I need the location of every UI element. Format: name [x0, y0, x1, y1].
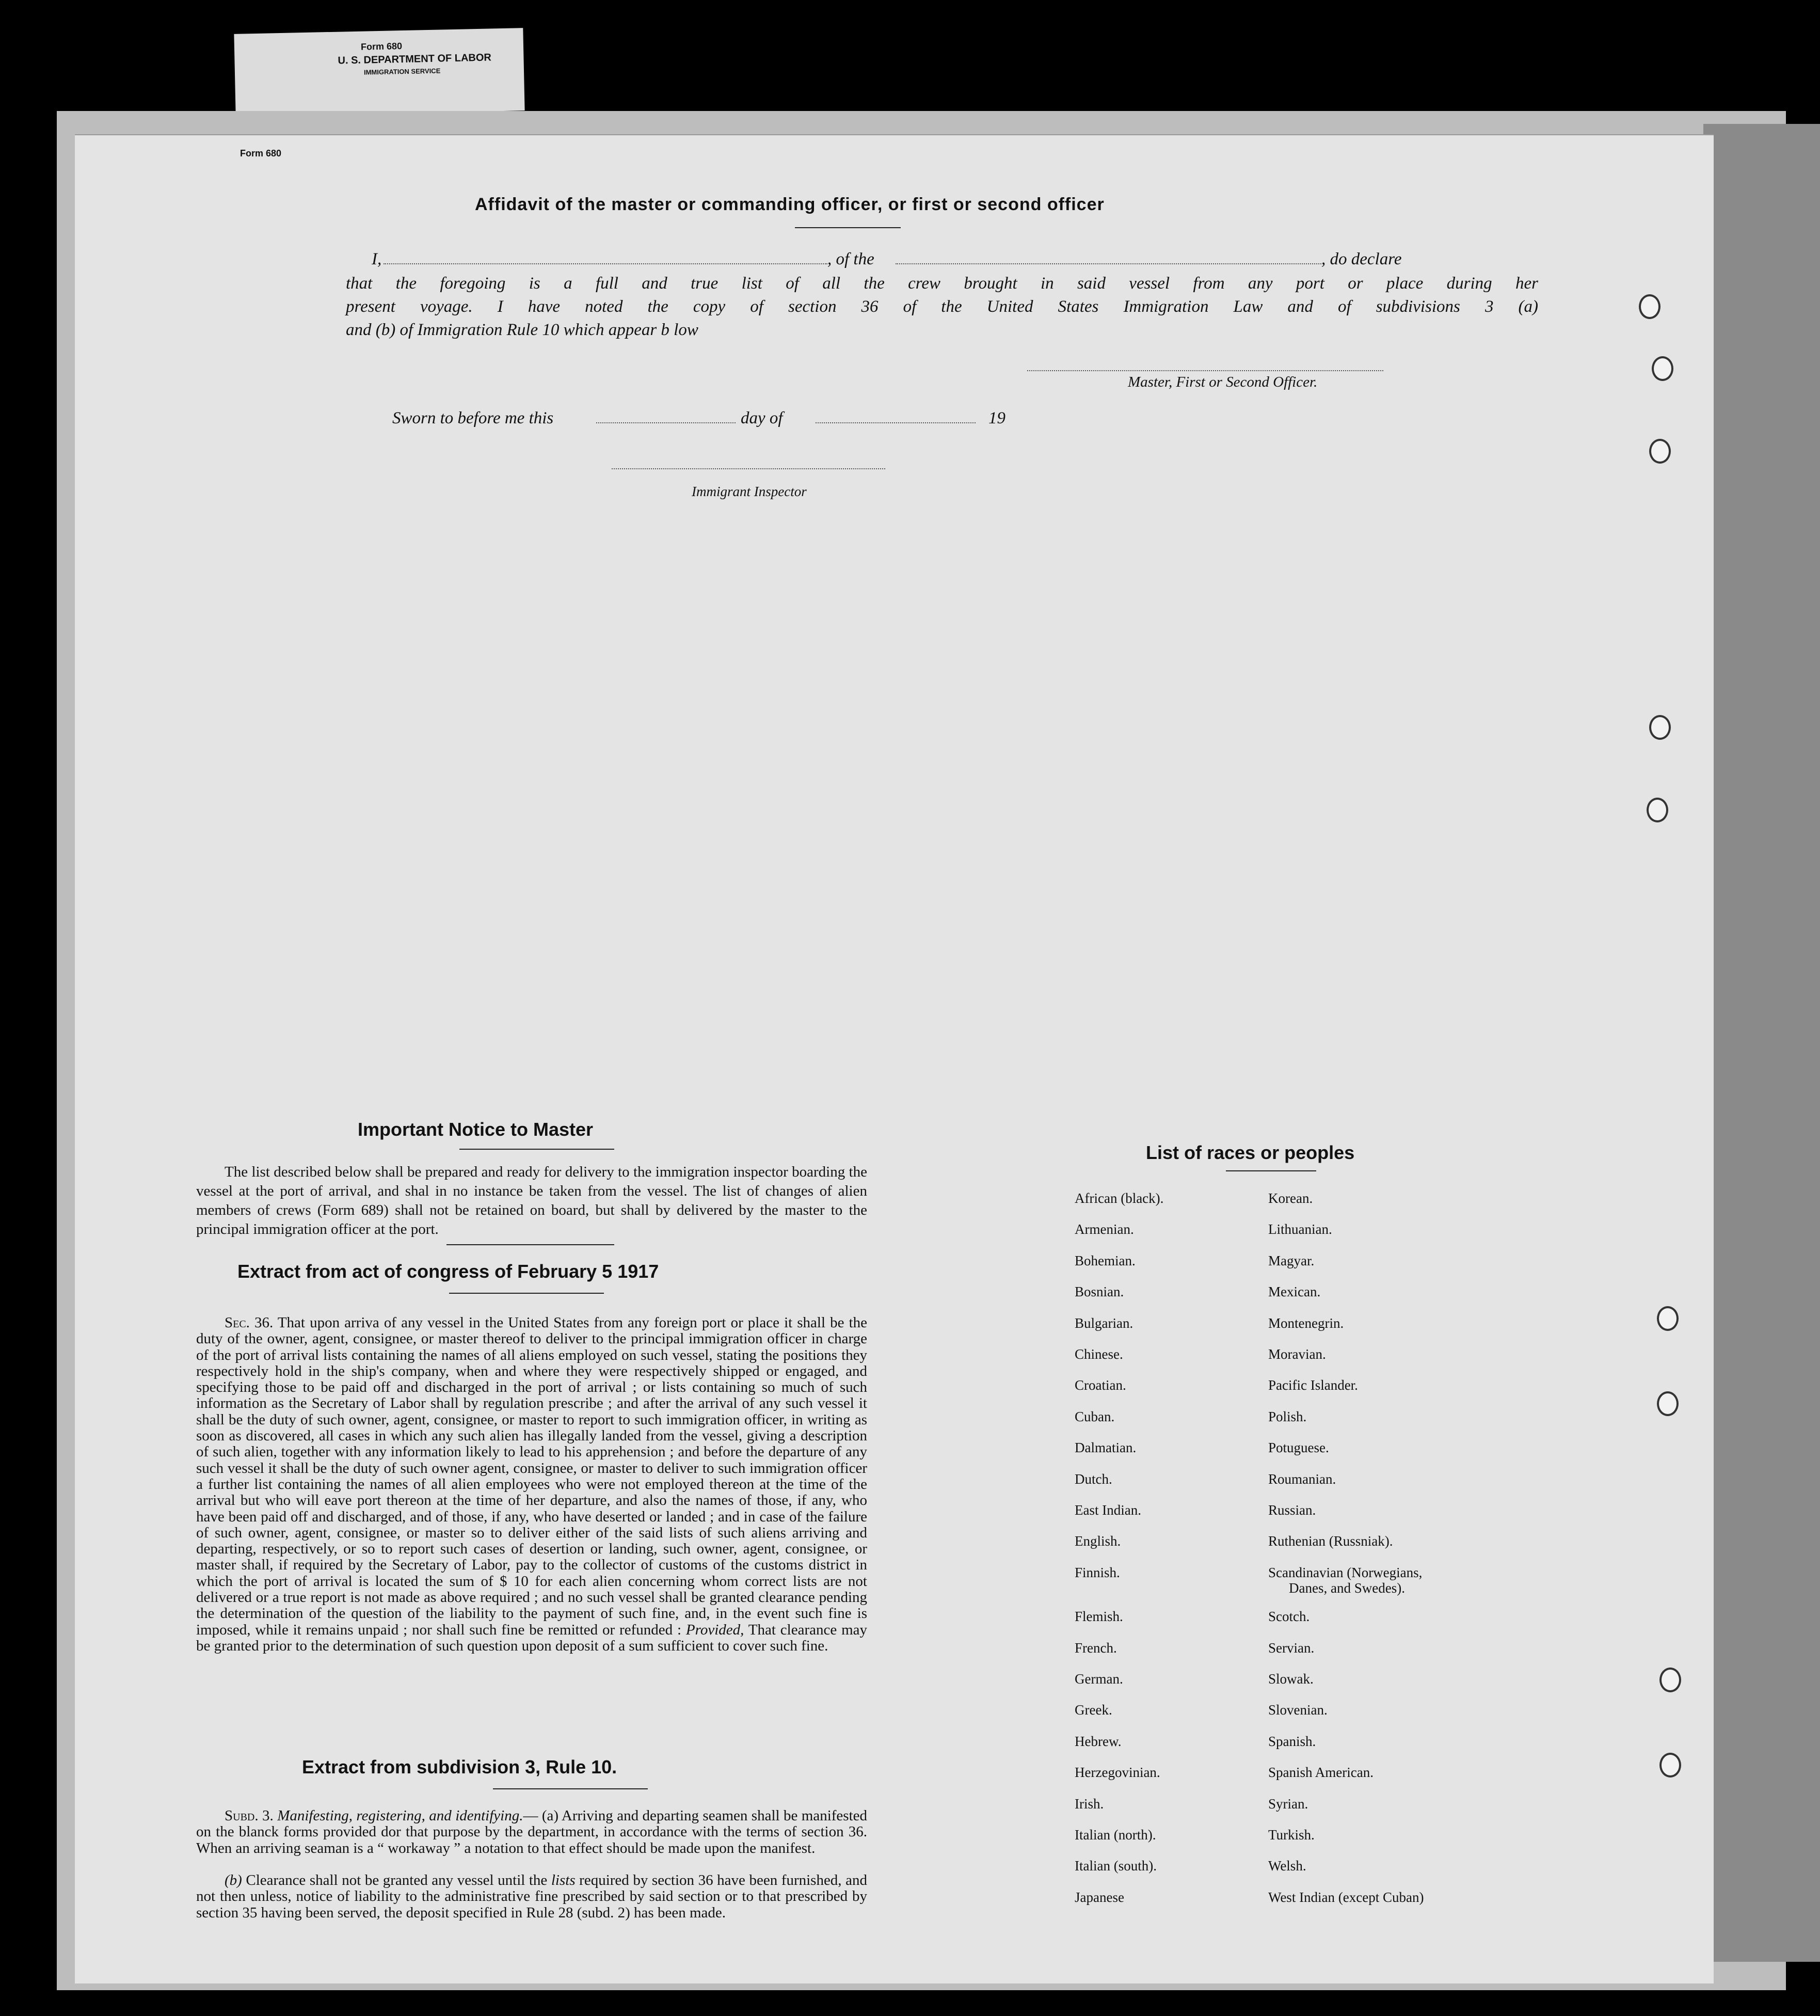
race-left-item: Cuban.: [1075, 1408, 1115, 1424]
affidavit-line-2: that the foregoing is a full and true list of all the crew brought in said vessel from any port or place during her: [346, 274, 1538, 293]
race-left-item: Bulgarian.: [1075, 1315, 1133, 1331]
declare-text: , do declare: [1321, 250, 1402, 268]
sworn-year-label: 19: [988, 409, 1005, 427]
act-extract-rule: [449, 1293, 604, 1294]
races-rule: [1226, 1170, 1316, 1171]
race-left-item: Chinese.: [1075, 1346, 1123, 1362]
affidavit-line-4: and (b) of Immigration Rule 10 which appear b low: [346, 321, 698, 339]
race-right-item: Welsh.: [1268, 1858, 1306, 1874]
vessel-name-line: [896, 263, 1321, 264]
para-b-part-1: Clearance shall not be granted any vessel until the: [246, 1872, 548, 1888]
right-edge-sheet: [1703, 124, 1820, 1962]
race-right-item: Lithuanian.: [1268, 1221, 1332, 1237]
form-page: [75, 134, 1714, 1983]
race-right-item: Slovenian.: [1268, 1702, 1328, 1718]
inspector-signature-line: [612, 468, 885, 469]
binder-hole: [1659, 1668, 1681, 1692]
subd-label: Subd. 3.: [225, 1807, 274, 1824]
sec-36-text: [196, 1315, 867, 1654]
race-right-item: Magyar.: [1268, 1252, 1315, 1268]
vessel-label: , of the: [827, 250, 874, 268]
race-right-item: Montenegrin.: [1268, 1315, 1344, 1331]
back-form-sheet: [234, 28, 524, 117]
race-left-item: East Indian.: [1075, 1502, 1141, 1518]
declarant-name-line: [384, 263, 827, 264]
binder-hole: [1657, 1306, 1679, 1331]
race-left-item: Hebrew.: [1075, 1733, 1122, 1749]
sec-36-body: That upon arriva of any vessel in the United States from any foreign port or place it shall be the duty of the owner, agent, consignee, or master thereof to deliver to the principal immigration officer in charge of the port of arrival lists containing the names of all aliens employed on such vessel, stating the positions they respectively hold in the ship's company, when and where they were respectively shipped or engaged, and specifying those to be paid off and discharged in the port of arrival ; or lists containing so much of such information as the Secretary of Labor shall by regulation prescribe ; and after the arrival of any such vessel it shall be the duty of such owner, agent, consignee, or master to report to such immigration officer, in writing as soon as discovered, all cases in which any such alien has illegally landed from the vessel, giving a description of such alien, together with any information likely to lead to his apprehension ; and before the departure of any such vessel it shall be the duty of such owner agent, consignee, or master to deliver to such immigration officer a further list containing the names of all alien employees who were not employed thereon at the time of the arrival but who will eave port thereon at the time of her departure, and also the names of those, if any, who have been paid off and discharged, and of those, if any, who have deserted or landed ; and in case of the failure of such owner, agent, consignee, or master so to deliver either of the said lists of such aliens arriving and departing, respectively, or so to report such cases of desertion or landing, such owner, agent, consignee, or master shall, if required by the Secretary of Labor, pay to the collector of customs of the customs district in which the port of arrival is located the sum of $ 10 for each alien concerning whom correct lists are not delivered or a true report is not made as above required ; and no such vessel shall be granted clearance pending the determination of the question of the liability to the payment of such fine, and, in the event such fine is imposed, while it remains unpaid ; nor shall such fine be remitted or refunded :: [196, 1314, 868, 1638]
race-left-item: Italian (north).: [1075, 1827, 1156, 1843]
race-left-item: Armenian.: [1075, 1221, 1134, 1237]
para-b-label: (b): [225, 1872, 242, 1888]
sworn-label: Sworn to before me this: [392, 409, 554, 427]
race-right-item: West Indian (except Cuban): [1268, 1889, 1424, 1905]
race-right-item: Syrian.: [1268, 1796, 1308, 1812]
race-right-item: Scotch.: [1268, 1609, 1310, 1625]
back-form-service: IMMIGRATION SERVICE: [363, 67, 441, 76]
race-left-item: Herzegovinian.: [1075, 1765, 1160, 1781]
notice-text: The list described below shall be prepared and ready for delivery to the immigration inspector boarding the vessel at the port of arrival, and shal in no instance be taken from the vessel. The list of changes of alien members of crews (Form 689) shall not be retained on board, but shall by delivered by the master to the principal immigration officer at the port.: [196, 1164, 867, 1237]
race-left-item: French.: [1075, 1640, 1117, 1656]
race-right-item: Russian.: [1268, 1502, 1316, 1518]
race-right-item: Korean.: [1268, 1190, 1313, 1206]
declarant-label: I,: [372, 250, 382, 268]
race-left-item: English.: [1075, 1533, 1121, 1549]
form-number: Form 680: [240, 148, 282, 158]
race-left-item: Dalmatian.: [1075, 1440, 1137, 1456]
race-left-item: Greek.: [1075, 1702, 1112, 1718]
race-right-item: Mexican.: [1268, 1284, 1321, 1300]
sworn-day-line: [596, 422, 736, 423]
race-left-item: Finnish.: [1075, 1564, 1120, 1580]
race-right-item: Spanish.: [1268, 1733, 1316, 1749]
binder-hole: [1649, 439, 1671, 464]
rule-extract-title: Extract from subdivision 3, Rule 10.: [302, 1756, 617, 1777]
race-right-item: Potuguese.: [1268, 1440, 1329, 1456]
binder-hole: [1652, 356, 1673, 381]
race-left-item: Dutch.: [1075, 1471, 1112, 1487]
subd-3b-text: [196, 1872, 867, 1921]
race-right-item: Roumanian.: [1268, 1471, 1336, 1487]
subd-heading: Manifesting, registering, and identifying.: [277, 1807, 523, 1824]
subd-3-text: [196, 1808, 867, 1856]
notice-end-rule: [446, 1244, 614, 1245]
race-left-item: Croatian.: [1075, 1377, 1126, 1393]
race-left-item: Flemish.: [1075, 1609, 1123, 1625]
binder-hole: [1659, 1753, 1681, 1777]
provided-word: Provided,: [685, 1621, 744, 1638]
master-signature-label: Master, First or Second Officer.: [1128, 374, 1318, 390]
back-form-department: U. S. DEPARTMENT OF LABOR: [338, 52, 492, 67]
back-form-number: Form 680: [360, 41, 403, 52]
rule-extract-rule: [493, 1788, 648, 1789]
binder-hole: [1639, 294, 1661, 319]
sec-36-label: Sec. 36.: [225, 1314, 274, 1331]
master-signature-line: [1027, 370, 1383, 371]
subd-para-a: — (a) Arriving and departing seamen shall be manifested on the blanck forms provided dor that purpose by the department, in accordance with the terms of section 36. When an arriving seaman is a “ workaway ” a notation to that effect should be made upon the manifest.: [196, 1807, 867, 1856]
race-right-item: Pacific Islander.: [1268, 1377, 1358, 1393]
race-right-item: Scandinavian (Norwegians,: [1268, 1564, 1423, 1580]
notice-rule: [459, 1149, 614, 1150]
race-right-item: Servian.: [1268, 1640, 1315, 1656]
binder-hole: [1649, 715, 1671, 740]
sworn-day-label: day of: [741, 409, 783, 427]
race-right-item: Turkish.: [1268, 1827, 1315, 1843]
race-left-item: African (black).: [1075, 1190, 1164, 1206]
race-right-item-continuation: Danes, and Swedes).: [1289, 1580, 1405, 1596]
race-right-item: Polish.: [1268, 1408, 1307, 1424]
binder-hole: [1647, 798, 1668, 822]
race-left-item: German.: [1075, 1671, 1123, 1687]
para-b-part-2: required by section 36 have been furnished, and not then unless, notice of liability to the administrative fine prescribed by said section or to that prescribed by section 35 having been served, the deposit specified in Rule 28 (subd. 2) has been made.: [196, 1872, 867, 1921]
race-left-item: Italian (south).: [1075, 1858, 1157, 1874]
race-right-item: Ruthenian (Russniak).: [1268, 1533, 1393, 1549]
para-b-lists-word: lists: [551, 1872, 576, 1888]
affidavit-title: Affidavit of the master or commanding officer, or first or second officer: [475, 195, 1105, 214]
race-left-item: Japanese: [1075, 1889, 1124, 1905]
notice-title: Important Notice to Master: [358, 1119, 594, 1140]
inspector-label: Immigrant Inspector: [692, 484, 807, 499]
affidavit-line-3: present voyage. I have noted the copy of section 36 of the United States Immigration Law and of subdivisions 3 (a): [346, 297, 1538, 316]
binder-hole: [1657, 1391, 1679, 1416]
race-left-item: Irish.: [1075, 1796, 1104, 1812]
sec-36-body-end: That clearance may be granted prior to the determination of such question upon deposit of a sum sufficient to cover such fine.: [196, 1621, 868, 1654]
race-left-item: Bohemian.: [1075, 1252, 1136, 1268]
title-rule: [795, 227, 901, 228]
race-right-item: Moravian.: [1268, 1346, 1326, 1362]
race-right-item: Spanish American.: [1268, 1765, 1374, 1781]
race-left-item: Bosnian.: [1075, 1284, 1124, 1300]
races-title: List of races or peoples: [1146, 1142, 1355, 1163]
act-extract-title: Extract from act of congress of February 5 1917: [237, 1261, 659, 1282]
race-right-item: Slowak.: [1268, 1671, 1314, 1687]
sworn-month-line: [816, 422, 976, 423]
